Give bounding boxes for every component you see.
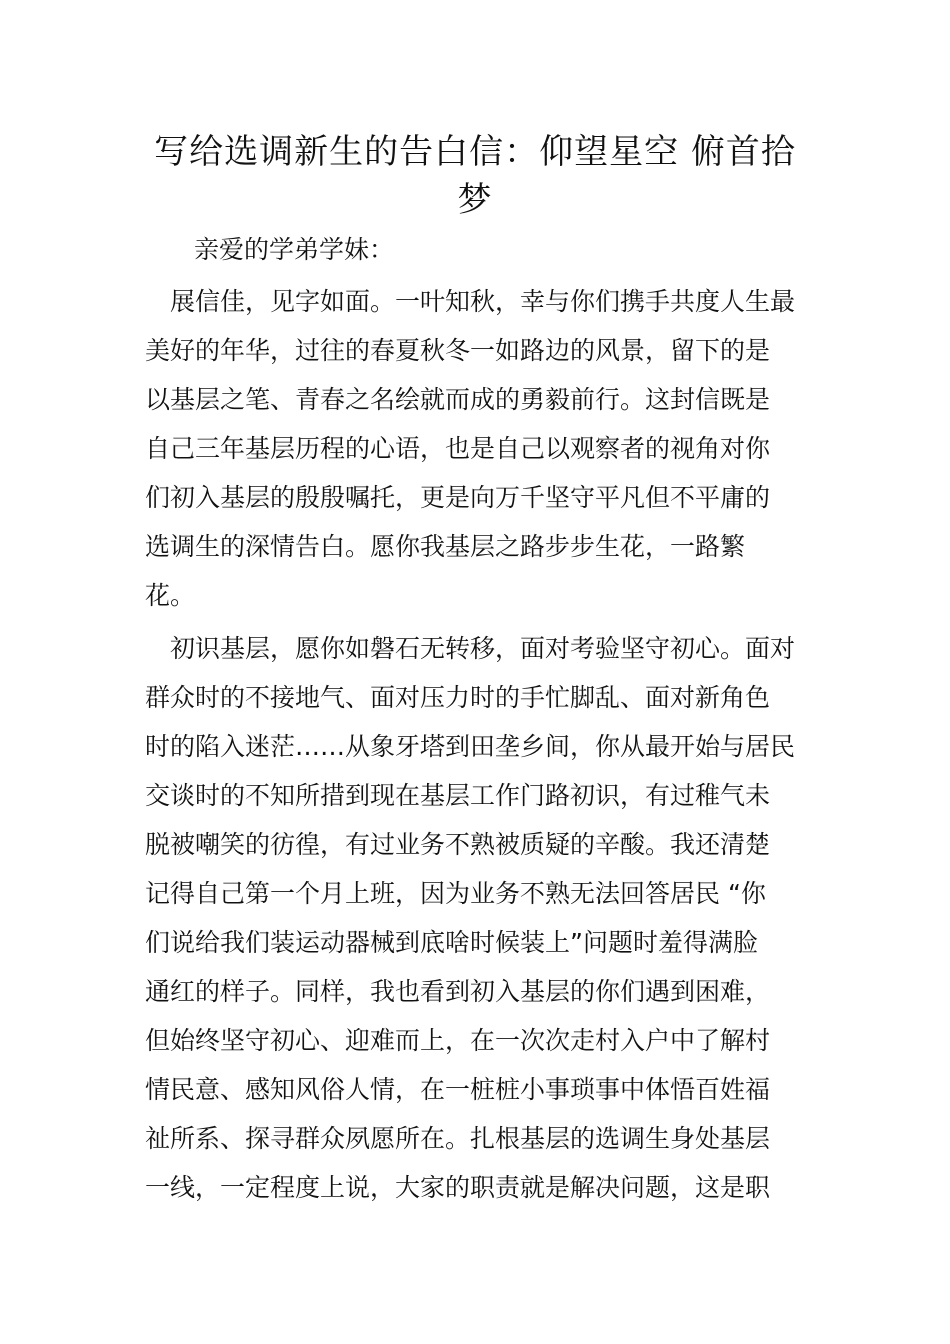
body-line: 自己三年基层历程的心语，也是自己以观察者的视角对你 <box>145 434 771 463</box>
body-line: 祉所系、探寻群众夙愿所在。扎根基层的选调生身处基层 <box>145 1124 771 1153</box>
body-line: 群众时的不接地气、面对压力时的手忙脚乱、面对新角色 <box>145 683 771 712</box>
body-line: 选调生的深情告白。愿你我基层之路步步生花，一路繁 <box>145 532 746 561</box>
body-line: 们初入基层的殷殷嘱托，更是向万千坚守平凡但不平庸的 <box>145 483 771 512</box>
body-line: 初识基层，愿你如磐石无转移，面对考验坚守初心。面对 <box>170 634 796 663</box>
body-line: 情民意、感知风俗人情，在一桩桩小事琐事中体悟百姓福 <box>145 1075 771 1104</box>
body-line: 美好的年华，过往的春夏秋冬一如路边的风景，留下的是 <box>145 336 771 365</box>
body-line: 通红的样子。同样，我也看到初入基层的你们遇到困难， <box>145 977 771 1006</box>
body-line: 花。 <box>145 581 196 610</box>
body-line: 脱被嘲笑的彷徨，有过业务不熟被质疑的辛酸。我还清楚 <box>145 830 771 859</box>
body-line: 展信佳，见字如面。一叶知秋，幸与你们携手共度人生最 <box>170 287 796 316</box>
body-line: 一线，一定程度上说，大家的职责就是解决问题，这是职 <box>145 1173 771 1202</box>
greeting: 亲爱的学弟学妹： <box>194 235 395 264</box>
body-line: 记得自己第一个月上班，因为业务不熟无法回答居民 “你 <box>145 879 766 908</box>
body-line: 们说给我们装运动器械到底啥时候装上”问题时羞得满脸 <box>145 928 758 957</box>
body-line: 时的陷入迷茫……从象牙塔到田垄乡间，你从最开始与居民 <box>145 732 796 761</box>
body-line: 交谈时的不知所措到现在基层工作门路初识，有过稚气未 <box>145 781 771 810</box>
body-line: 但始终坚守初心、迎难而上，在一次次走村入户中了解村 <box>145 1026 771 1055</box>
document-title: 写给选调新生的告白信：仰望星空 俯首拾梦 <box>154 132 796 220</box>
body-line: 以基层之笔、青春之名绘就而成的勇毅前行。这封信既是 <box>145 385 771 414</box>
